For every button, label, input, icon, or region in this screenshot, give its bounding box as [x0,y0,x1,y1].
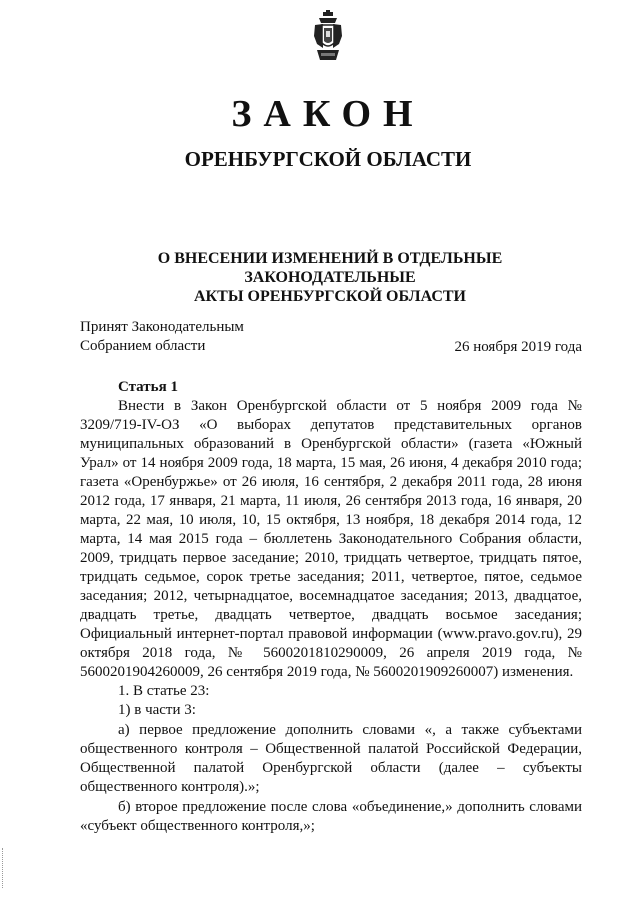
law-name-line: АКТЫ ОРЕНБУРГСКОЙ ОБЛАСТИ [194,288,466,305]
adoption-line: Принят Законодательным [80,319,244,335]
law-name [80,249,580,306]
adoption-date: 26 ноября 2019 года [454,339,582,355]
article-heading: Статья 1 [118,379,178,395]
coat-of-arms-icon [313,10,343,62]
law-name-line: О ВНЕСЕНИИ ИЗМЕНЕНИЙ В ОТДЕЛЬНЫЕ ЗАКОНОДАТЕЛЬНЫЕ [157,250,503,286]
document-subtitle: ОРЕНБУРГСКОЙ ОБЛАСТИ [184,147,472,171]
article-item: 1. В статье 23: [118,683,210,699]
article-subitem-b: б) второе предложение после слова «объединение,» дополнить словами «субъект общественного контроля,»; [80,799,582,834]
adoption-info [80,318,244,356]
document-title: ЗАКОН [231,93,425,135]
article-1 [80,378,582,836]
article-intro: Внести в Закон Оренбургской области от 5 ноября 2009 года № 3209/719-IV-ОЗ «О выборах депутатов представительных органов муниципальных образований в Оренбургской области» (газета «Южный Урал» от 14 ноября 2009 года, 18 марта, 15 мая, 26 июня, 4 декабря 2010 года; газета «Оренбуржье» от 26 июля, 16 сентября, 2 декабря 2011 года, 28 июня 2012 года, 17 января, 21 марта, 11 июля, 26 сентября 2013 года, 16 января, 20 марта, 22 мая, 10 июля, 10, 15 октября, 13 ноября, 18 декабря 2014 года, 12 марта, 14 мая 2015 года – бюллетень Законодательного Собрания области, 2009, тридцать первое заседание; 2010, тридцать четвертое, тридцать пятое, тридцать седьмое, сорок третье заседания; 2011, четвертое, пятое, седьмое заседания; 2012, четырнадцатое, восемнадцатое заседания; 2013, двадцатое, двадцать третье, двадцать четвертое, двадцать восьмое заседания; Официальный интернет-портал правовой информации (www.pravo.gov.ru), 29 октября 2018 года, № 5600201810290009, 26 апреля 2019 года, № 5600201904260009, 26 сентября 2019 года, № 5600201909260007) изменения. [80,398,582,680]
article-subitem-a: а) первое предложение дополнить словами «, а также субъектами общественного контроля – Общественной палатой Российской Федерации, Общественной палатой Оренбургской области (далее – субъекты общественного контроля).»; [80,722,582,795]
article-subitem: 1) в части 3: [118,702,196,718]
adoption-line: Собранием области [80,338,206,354]
scan-edge-mark [2,848,4,888]
